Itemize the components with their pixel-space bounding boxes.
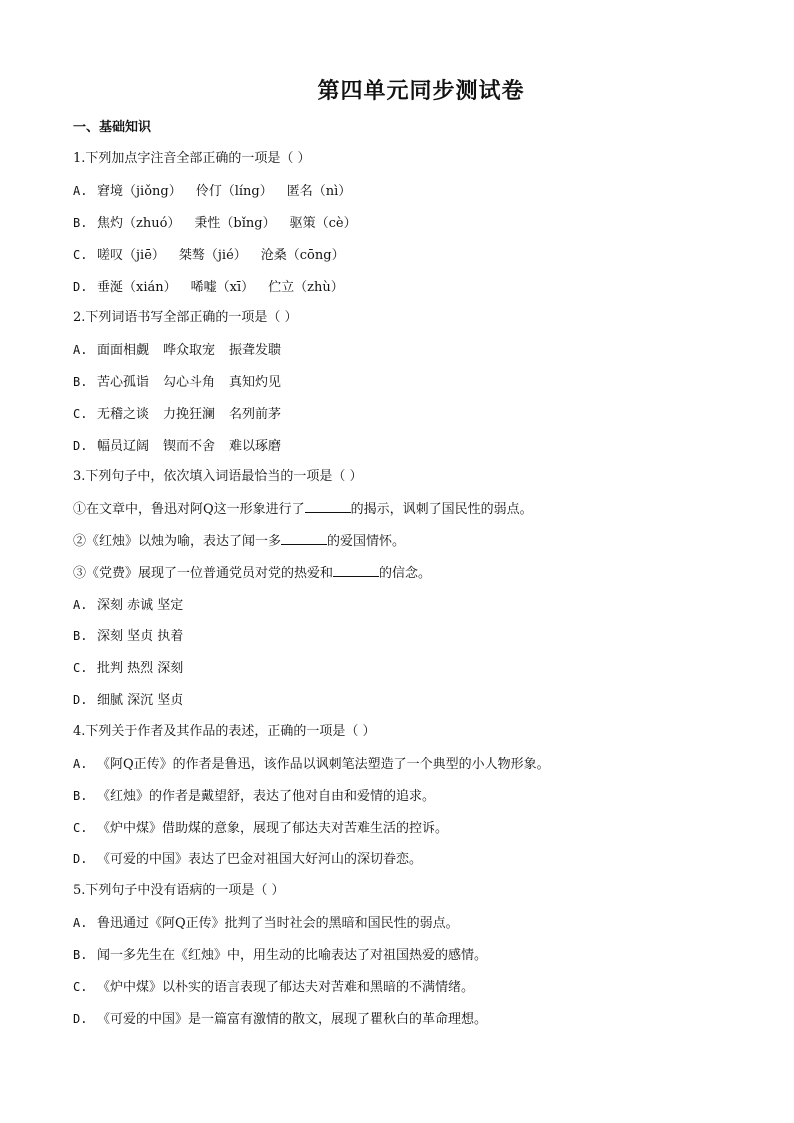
q2-option-d	[73, 437, 281, 456]
q2-d-item-3: 难以琢磨	[229, 439, 282, 454]
option-letter: A.	[73, 598, 88, 612]
option-letter: B.	[73, 629, 88, 643]
option-letter: A.	[73, 757, 88, 771]
q2-b-item-1: 苦心孤诣	[97, 375, 150, 390]
option-letter: D.	[73, 280, 88, 294]
sentence-text: ③《党费》展现了一位普通党员对党的热爱和	[73, 566, 334, 581]
option-letter: A.	[73, 916, 88, 930]
q1-d-item-2: 唏嘘（xī）	[190, 280, 255, 295]
q2-a-item-3: 振聋发聩	[229, 343, 282, 358]
sentence-text: ①在文章中，鲁迅对阿Q这一形象进行了	[73, 502, 305, 517]
option-text: 深刻 坚贞 执着	[97, 629, 184, 644]
q2-c-item-3: 名列前茅	[229, 407, 282, 422]
option-letter: C.	[73, 407, 88, 421]
option-letter: C.	[73, 248, 88, 262]
option-letter: B.	[73, 789, 88, 803]
q2-option-b	[73, 373, 281, 392]
q3-option-d	[73, 691, 183, 710]
option-text: 鲁迅通过《阿Q正传》批判了当时社会的黑暗和国民性的弱点。	[97, 916, 459, 931]
page-title: 第四单元同步测试卷	[317, 78, 525, 104]
q5-option-b	[73, 946, 487, 965]
q3-sentence-3	[73, 564, 431, 583]
q2-d-item-2: 锲而不舍	[163, 439, 216, 454]
q1-b-item-1: 焦灼（zhuó）	[97, 216, 181, 231]
option-letter: B.	[73, 948, 88, 962]
fill-blank	[281, 532, 327, 545]
q2-a-item-1: 面面相觑	[97, 343, 150, 358]
option-letter: A.	[73, 184, 88, 198]
q4-option-d	[73, 850, 422, 869]
q1-a-item-2: 伶仃（líng）	[195, 184, 273, 199]
q4-option-a	[73, 755, 550, 774]
sentence-text: 的信念。	[379, 566, 432, 581]
option-text: 深刻 赤诚 坚定	[97, 598, 184, 613]
question-2-stem: 2.下列词语书写全部正确的一项是（ ）	[73, 310, 298, 325]
q1-a-item-1: 窘境（jiǒng）	[97, 184, 182, 199]
option-letter: A.	[73, 343, 88, 357]
option-letter: D.	[73, 1012, 88, 1026]
option-letter: C.	[73, 821, 88, 835]
q5-option-c	[73, 978, 474, 997]
fill-blank	[333, 564, 379, 577]
q3-option-b	[73, 627, 183, 646]
option-letter: D.	[73, 439, 88, 453]
option-letter: C.	[73, 980, 88, 994]
q1-d-item-3: 伫立（zhù）	[268, 280, 344, 295]
q4-option-b	[73, 787, 435, 806]
option-text: 《可爱的中国》表达了巴金对祖国大好河山的深切眷恋。	[97, 852, 423, 867]
option-text: 《炉中煤》借助煤的意象，展现了郁达夫对苦难生活的控诉。	[97, 821, 449, 836]
sentence-text: 的爱国情怀。	[327, 534, 406, 549]
q5-option-a	[73, 914, 459, 933]
q3-option-c	[73, 659, 183, 678]
section-heading: 一、基础知识	[73, 120, 152, 135]
q2-d-item-1: 幅员辽阔	[97, 439, 150, 454]
q2-a-item-2: 哗众取宠	[163, 343, 216, 358]
q3-option-a	[73, 596, 183, 615]
q1-b-item-3: 驱策（cè）	[289, 216, 357, 231]
option-text: 《可爱的中国》是一篇富有激情的散文，展现了瞿秋白的革命理想。	[97, 1012, 488, 1027]
option-text: 细腻 深沉 坚贞	[97, 693, 184, 708]
question-4-stem: 4.下列关于作者及其作品的表述，正确的一项是（ ）	[73, 724, 376, 739]
option-letter: D.	[73, 852, 88, 866]
q2-b-item-3: 真知灼见	[229, 375, 282, 390]
q1-c-item-1: 嗟叹（jiē）	[97, 248, 165, 263]
sentence-text: 的揭示，讽刺了国民性的弱点。	[350, 502, 533, 517]
option-text: 闻一多先生在《红烛》中，用生动的比喻表达了对祖国热爱的感情。	[97, 948, 488, 963]
q1-c-item-2: 桀骜（jié）	[178, 248, 247, 263]
question-5-stem: 5.下列句子中没有语病的一项是（ ）	[73, 883, 285, 898]
q2-b-item-2: 勾心斗角	[163, 375, 216, 390]
q1-option-d	[73, 278, 344, 297]
option-text: 批判 热烈 深刻	[97, 661, 184, 676]
option-letter: B.	[73, 375, 88, 389]
q1-option-a	[73, 182, 351, 201]
question-3-stem: 3.下列句子中，依次填入词语最恰当的一项是（ ）	[73, 469, 363, 484]
option-text: 《红烛》的作者是戴望舒，表达了他对自由和爱情的追求。	[97, 789, 436, 804]
option-letter: C.	[73, 661, 88, 675]
q2-c-item-2: 力挽狂澜	[163, 407, 216, 422]
option-letter: B.	[73, 216, 88, 230]
q5-option-d	[73, 1010, 487, 1029]
question-1-stem: 1.下列加点字注音全部正确的一项是（ ）	[73, 151, 311, 166]
q1-d-item-1: 垂涎（xián）	[97, 280, 177, 295]
q1-b-item-2: 秉性（bǐng）	[194, 216, 276, 231]
q2-c-item-1: 无稽之谈	[97, 407, 150, 422]
fill-blank	[305, 500, 351, 513]
option-text: 《炉中煤》以朴实的语言表现了郁达夫对苦难和黑暗的不满情绪。	[97, 980, 475, 995]
q1-option-c	[73, 246, 345, 265]
q1-a-item-3: 匿名（nì）	[286, 184, 352, 199]
sentence-text: ②《红烛》以烛为喻，表达了闻一多	[73, 534, 282, 549]
q3-sentence-1	[73, 500, 533, 519]
option-text: 《阿Q正传》的作者是鲁迅，该作品以讽刺笔法塑造了一个典型的小人物形象。	[97, 757, 550, 772]
q2-option-c	[73, 405, 281, 424]
option-letter: D.	[73, 693, 88, 707]
q1-c-item-3: 沧桑（cōng）	[260, 248, 345, 263]
q3-sentence-2	[73, 532, 405, 551]
q4-option-c	[73, 819, 448, 838]
q1-option-b	[73, 214, 357, 233]
q2-option-a	[73, 341, 281, 360]
